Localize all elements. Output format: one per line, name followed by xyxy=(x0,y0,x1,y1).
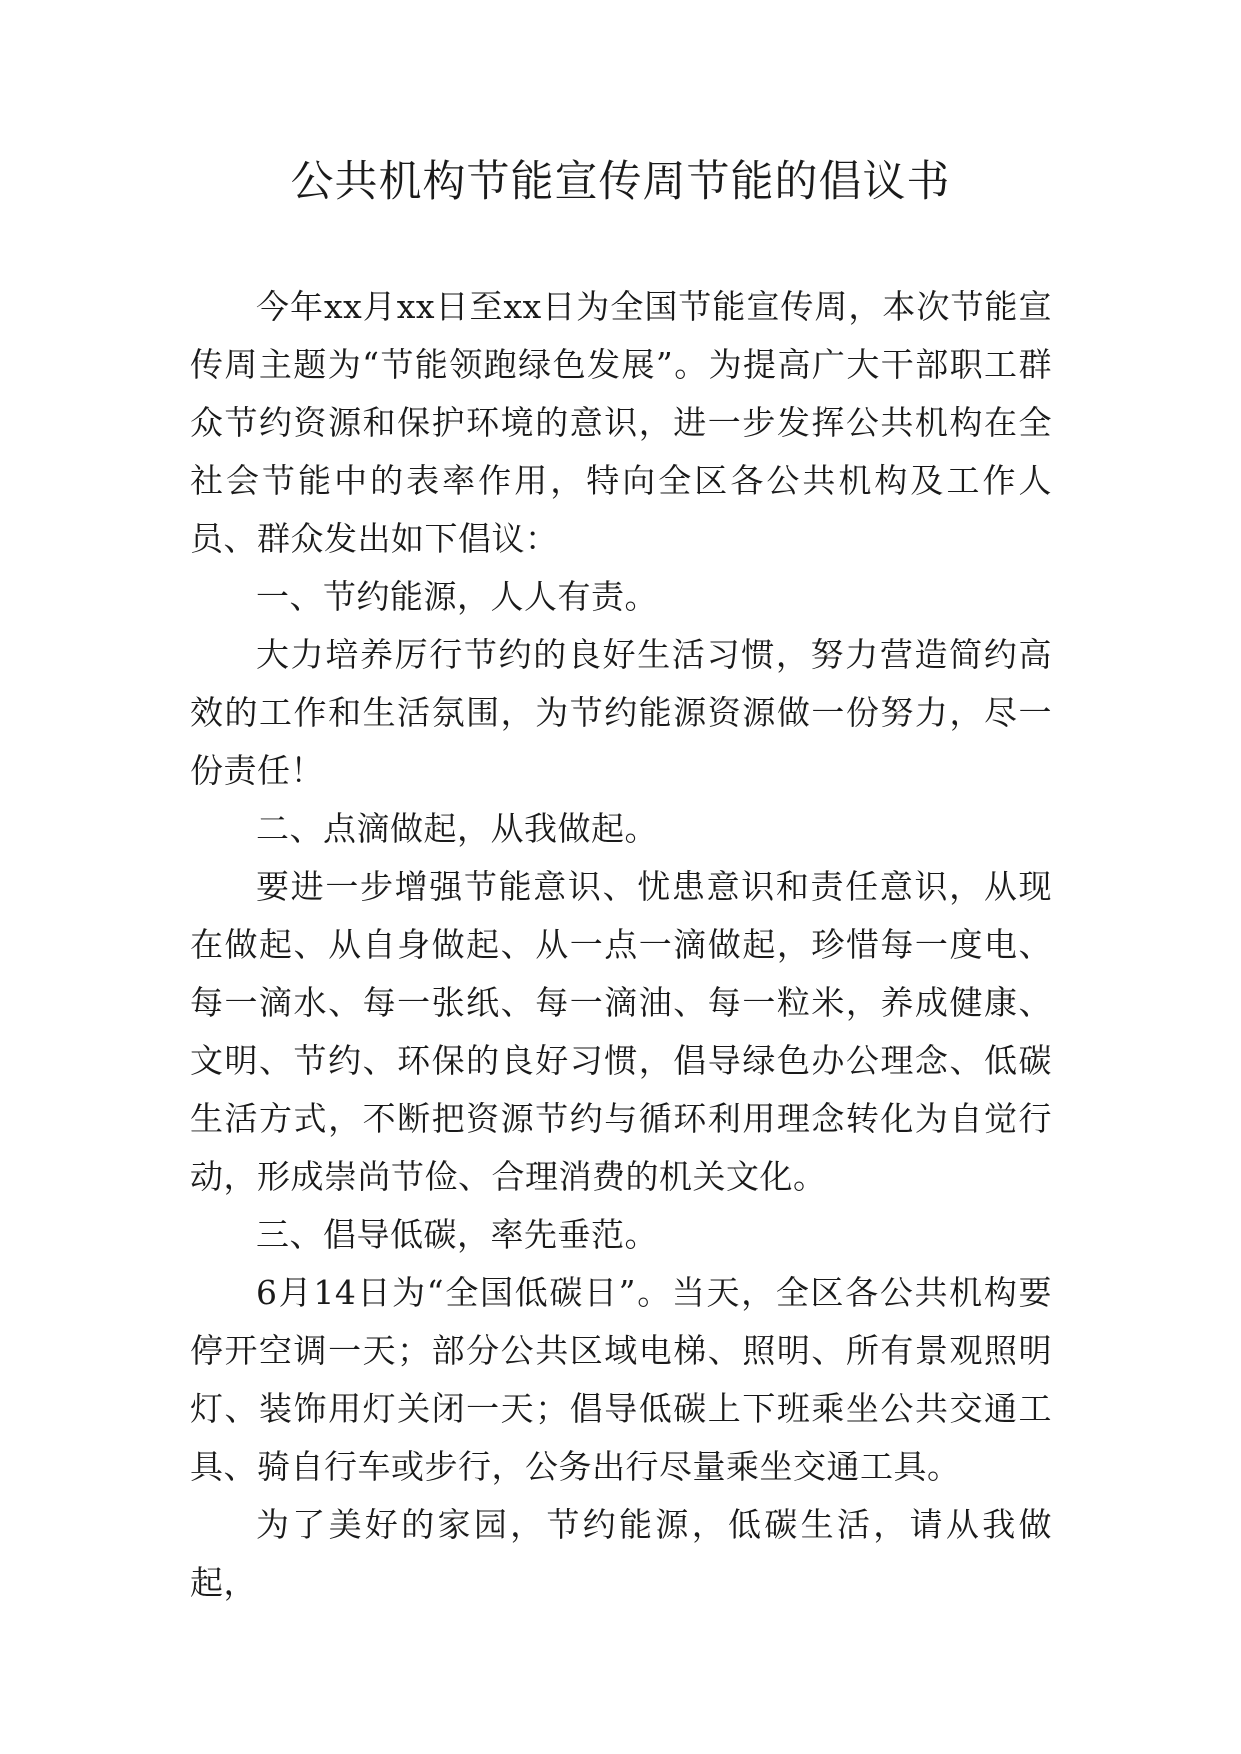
heading-section-3: 三、倡导低碳，率先垂范。 xyxy=(256,1215,658,1254)
paragraph-section-2: 要进一步增强节能意识、忧患意识和责任意识，从现在做起、从自身做起、从一点一滴做起，珍惜每一度电、每一滴水、每一张纸、每一滴油、每一粒米，养成健康、文明、节约、环保的良好习惯，倡导绿色办公理念、低碳生活方式，不断把资源节约与循环利用理念转化为自觉行动，形成崇尚节俭、合理消费的机关文化。 xyxy=(190,867,1052,1196)
heading-section-2: 二、点滴做起，从我做起。 xyxy=(256,809,658,848)
paragraph-section-3: 6月14日为“全国低碳日”。当天，全区各公共机构要停开空调一天；部分公共区域电梯、照明、所有景观照明灯、装饰用灯关闭一天；倡导低碳上下班乘坐公共交通工具、骑自行车或步行，公务出行尽量乘坐交通工具。 xyxy=(190,1273,1052,1486)
paragraph-section-1: 大力培养厉行节约的良好生活习惯，努力营造简约高效的工作和生活氛围，为节约能源资源做一份努力，尽一份责任！ xyxy=(190,635,1052,790)
paragraph-intro: 今年xx月xx日至xx日为全国节能宣传周，本次节能宣传周主题为“节能领跑绿色发展”。为提高广大干部职工群众节约资源和保护环境的意识，进一步发挥公共机构在全社会节能中的表率作用，特向全区各公共机构及工作人员、群众发出如下倡议： xyxy=(190,287,1052,558)
document-body xyxy=(190,278,1052,1612)
heading-section-1: 一、节约能源，人人有责。 xyxy=(256,577,658,616)
document-title: 公共机构节能宣传周节能的倡议书 xyxy=(290,157,951,207)
paragraph-closing: 为了美好的家园，节约能源，低碳生活，请从我做起， xyxy=(190,1505,1052,1602)
